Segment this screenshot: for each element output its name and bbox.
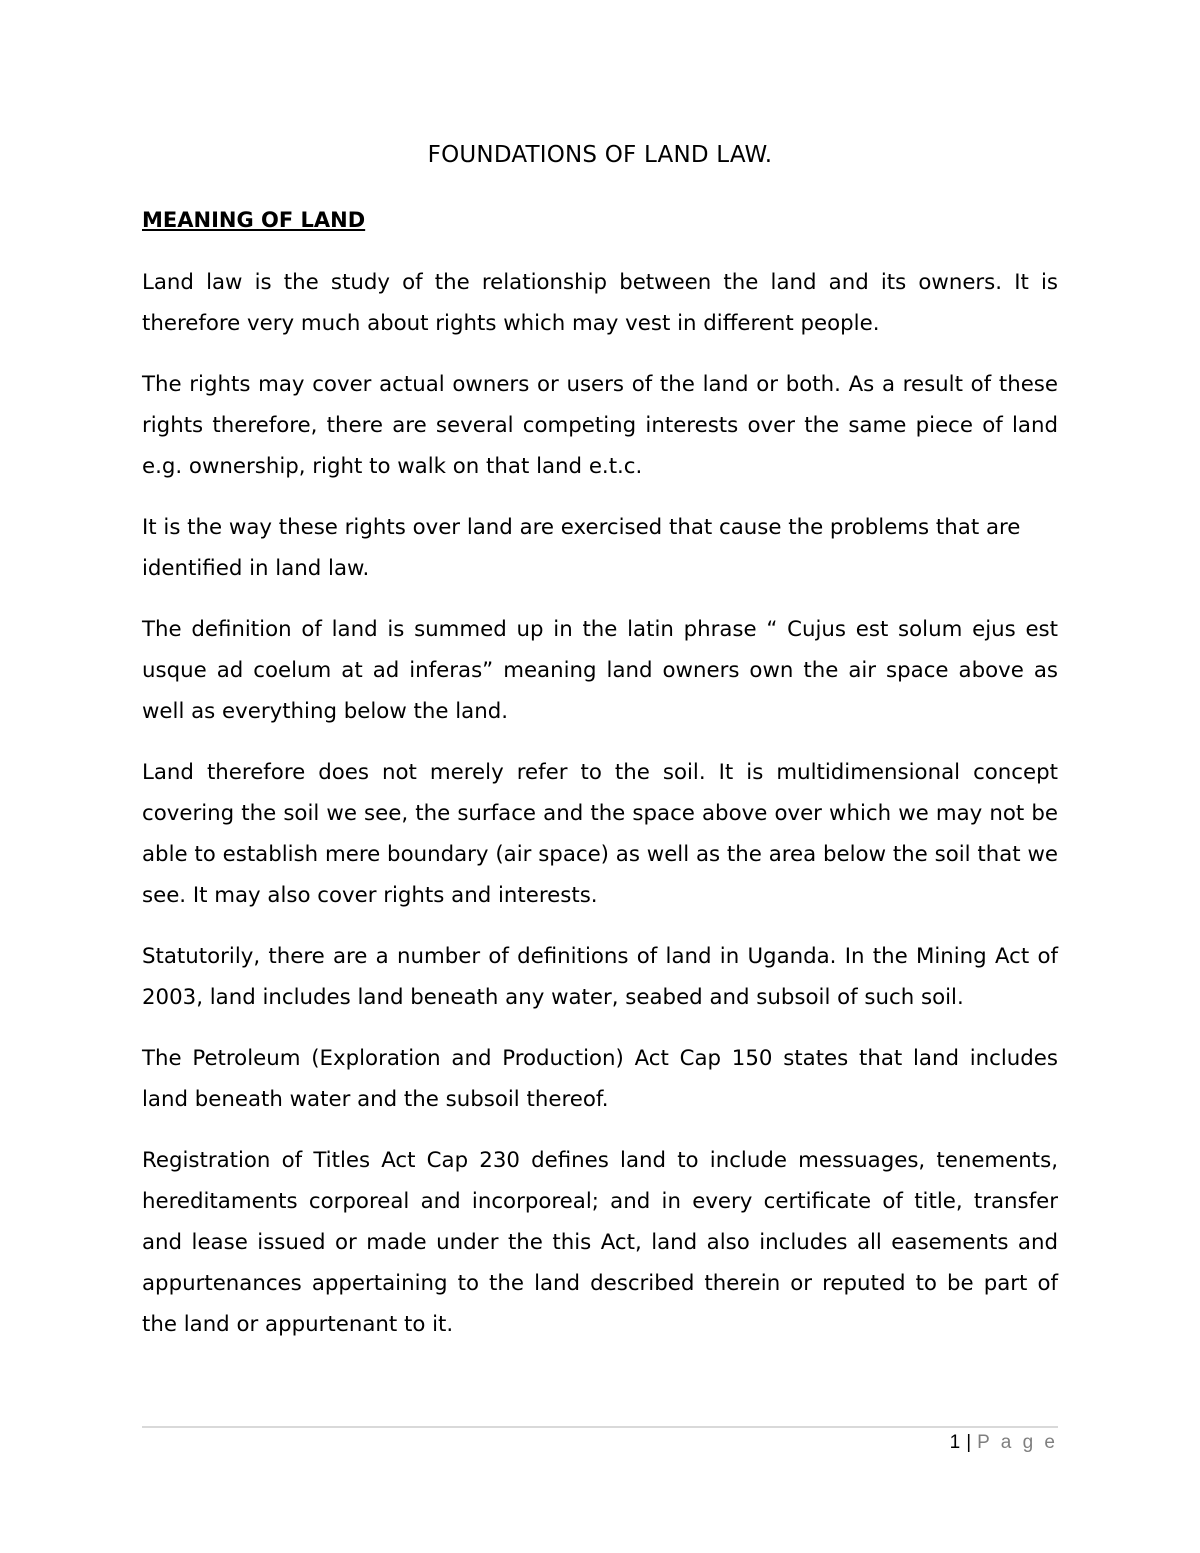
paragraph-7: The Petroleum (Exploration and Production) Act Cap 150 states that land includes land beneath water and the subsoil thereof. bbox=[142, 1046, 1058, 1112]
paragraph-3: It is the way these rights over land are exercised that cause the problems that are identified in land law. bbox=[142, 515, 1021, 581]
paragraph-6: Statutorily, there are a number of definitions of land in Uganda. In the Mining Act of 2003, land includes land beneath any water, seabed and subsoil of such soil. bbox=[142, 944, 1058, 1010]
page-number: 1 bbox=[949, 1432, 961, 1453]
document-body bbox=[142, 262, 1058, 1365]
page-label: P a g e bbox=[977, 1432, 1058, 1453]
footer-divider bbox=[142, 1426, 1058, 1428]
document-title: FOUNDATIONS OF LAND LAW. bbox=[427, 142, 773, 168]
section-heading: MEANING OF LAND bbox=[142, 208, 366, 232]
paragraph-8: Registration of Titles Act Cap 230 defines land to include messuages, tenements, hereditaments corporeal and incorporeal; and in every certificate of title, transfer and lease issued or made under the this Act, land also includes all easements and appurtenances appertaining to the land described therein or reputed to be part of the land or appurtenant to it. bbox=[142, 1148, 1058, 1337]
footer-separator: | bbox=[966, 1432, 972, 1453]
paragraph-1: Land law is the study of the relationship between the land and its owners. It is therefore very much about rights which may vest in different people. bbox=[142, 270, 1058, 336]
paragraph-4: The definition of land is summed up in the latin phrase “ Cujus est solum ejus est usque ad coelum at ad inferas” meaning land owners own the air space above as well as everything below the land. bbox=[142, 617, 1058, 724]
paragraph-5: Land therefore does not merely refer to the soil. It is multidimensional concept covering the soil we see, the surface and the space above over which we may not be able to establish mere boundary (air space) as well as the area below the soil that we see. It may also cover rights and interests. bbox=[142, 760, 1058, 908]
page-footer bbox=[950, 1432, 1058, 1454]
paragraph-2: The rights may cover actual owners or users of the land or both. As a result of these rights therefore, there are several competing interests over the same piece of land e.g. ownership, right to walk on that land e.t.c. bbox=[142, 372, 1058, 479]
